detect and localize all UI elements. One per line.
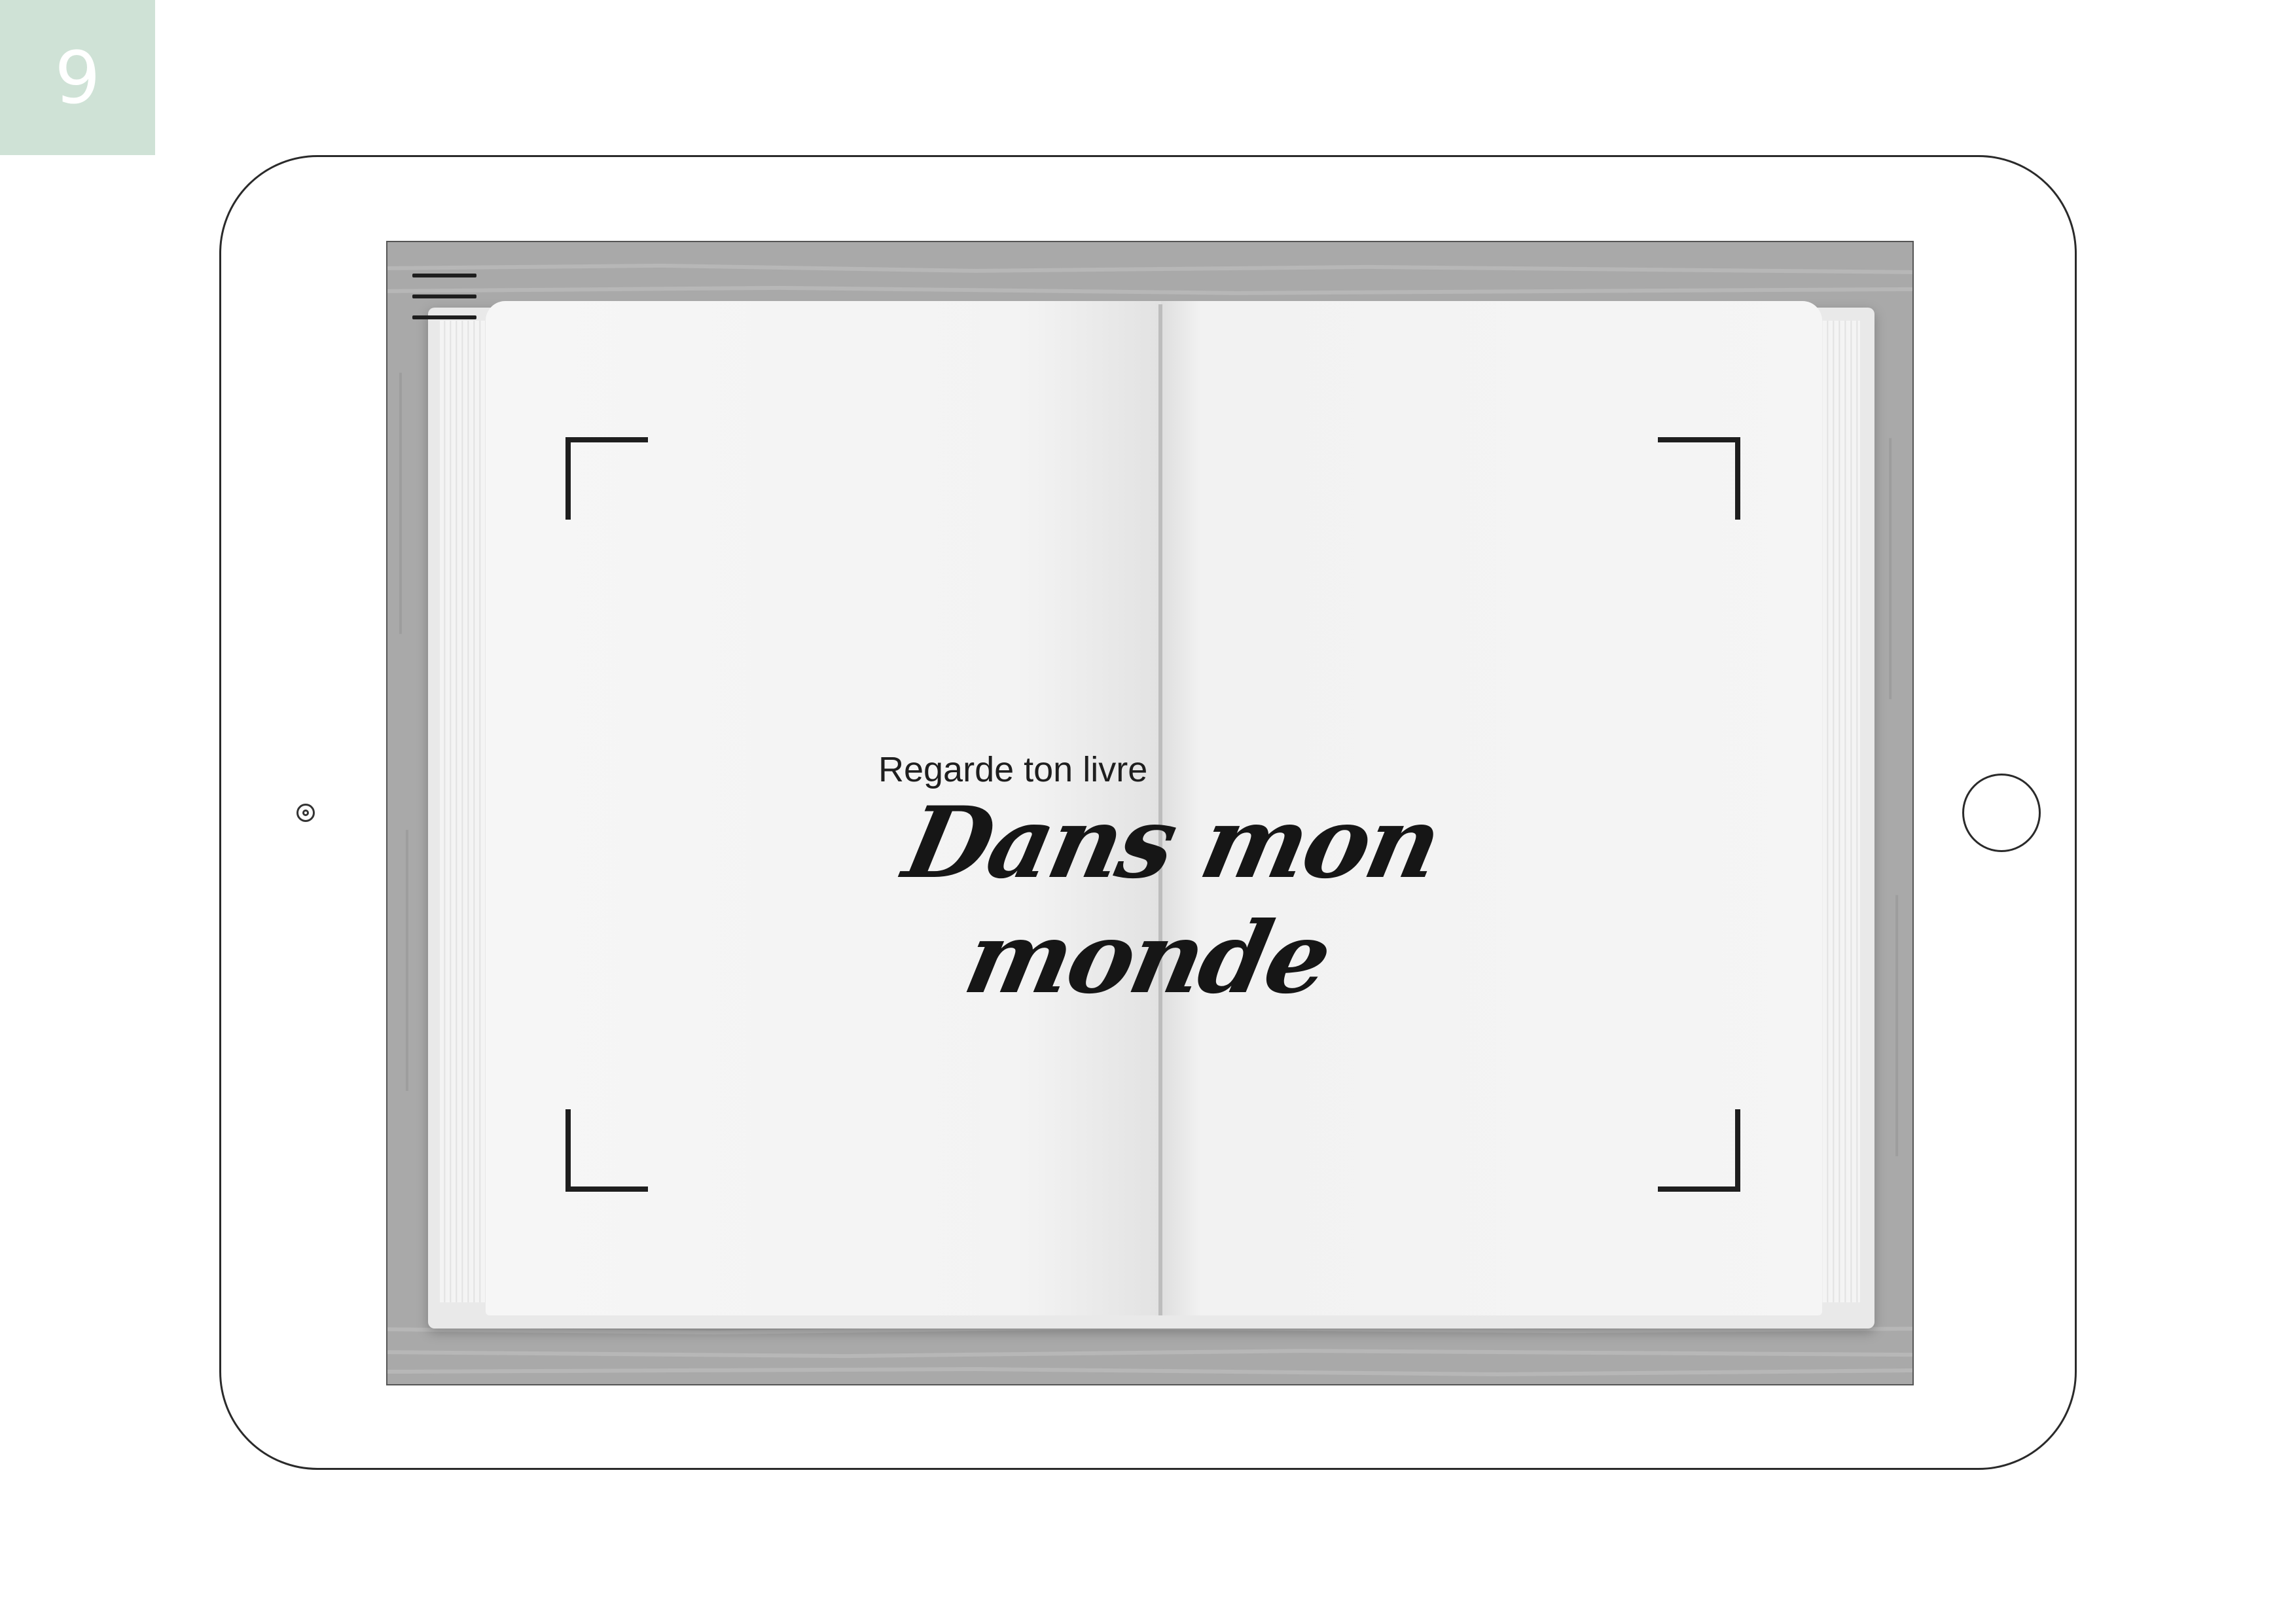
- scan-instruction: Regarde ton livre: [878, 750, 1148, 789]
- hamburger-menu-icon[interactable]: [412, 274, 476, 319]
- scan-frame-corner-bottom-right: [1658, 1109, 1740, 1192]
- scan-frame-corner-top-left: [565, 437, 648, 520]
- app-screen: [386, 241, 1914, 1385]
- app-title: Dans mon monde: [895, 785, 1449, 1016]
- home-button[interactable]: [1962, 774, 2041, 852]
- page-number-badge: 9: [0, 0, 155, 155]
- scan-frame-corner-top-right: [1658, 437, 1740, 520]
- scan-frame-corner-bottom-left: [565, 1109, 648, 1192]
- front-camera: [296, 804, 315, 822]
